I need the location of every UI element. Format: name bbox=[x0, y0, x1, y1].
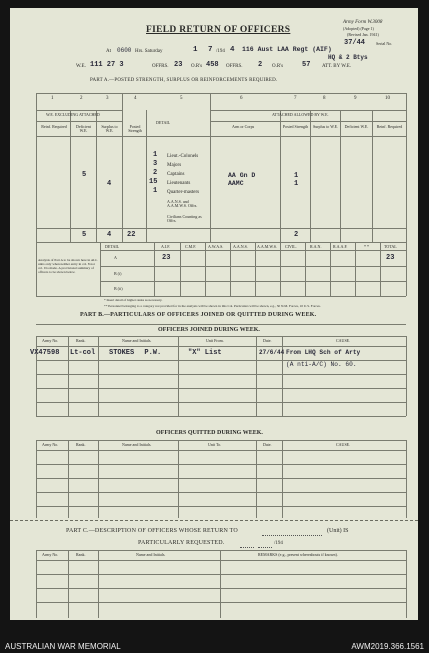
date-day: 1 bbox=[193, 46, 198, 54]
part-c-col-header: Rank. bbox=[76, 552, 86, 557]
posted-strength-value: 1 bbox=[153, 187, 158, 195]
part-c-title: PART C.—DESCRIPTION OF OFFICERS WHOSE RETURN TO bbox=[66, 528, 238, 534]
ors2-label: O.R's bbox=[272, 64, 284, 69]
col-number: 6 bbox=[240, 96, 243, 101]
attached-label: ATT. BY W.E. bbox=[322, 64, 352, 69]
analysis-header: TOTAL bbox=[384, 244, 397, 249]
footnote-1: * Insert detail of higher ranks as necessary. bbox=[104, 298, 163, 302]
part-c-requested: PARTICULARLY REQUESTED. bbox=[138, 540, 225, 546]
arm-corps-value: AA Gn D bbox=[228, 172, 256, 179]
rank-label: Lieutenants bbox=[167, 181, 191, 186]
rank-label: Quarter-masters bbox=[167, 190, 200, 195]
deficient-value: 5 bbox=[82, 171, 87, 179]
sub-header: Posted Strength bbox=[128, 124, 142, 133]
col-number: 8 bbox=[323, 96, 326, 101]
right-group-header: ATTACHED ALLOWED BY W.E. bbox=[272, 112, 329, 117]
analysis-header: A.I.F. bbox=[161, 244, 171, 249]
quitted-col-header: Unit To. bbox=[208, 442, 222, 447]
joined-title: OFFICERS JOINED DURING WEEK. bbox=[158, 327, 260, 333]
attached-posted-value: 1 bbox=[294, 172, 299, 180]
quitted-col-header: Rank. bbox=[76, 442, 86, 447]
col-number: 1 bbox=[51, 96, 54, 101]
serial-number-label: Serial No. bbox=[376, 41, 393, 46]
arm-corps-value: AAMC bbox=[228, 180, 244, 187]
sub-header: Surplus to W.E. bbox=[101, 124, 118, 133]
offrs2-label: OFFRS. bbox=[226, 64, 243, 69]
hours-value: 0600 bbox=[117, 47, 132, 54]
joined-army-no: VX47598 bbox=[30, 349, 60, 357]
posted-strength-value: 1 bbox=[153, 151, 158, 159]
joined-col-header: Rank. bbox=[76, 338, 86, 343]
total-deficient: 5 bbox=[82, 231, 87, 239]
analysis-row-label: B (i) bbox=[114, 271, 122, 276]
joined-col-header: Army No. bbox=[42, 338, 59, 343]
joined-name: STOKES P.W. bbox=[109, 349, 162, 357]
offrs2-value: 2 bbox=[258, 61, 263, 69]
sub-header: Deficient W.E. bbox=[344, 124, 369, 129]
part-c-col-header: Army No. bbox=[42, 552, 59, 557]
col-number: 5 bbox=[180, 96, 183, 101]
analysis-header: CIVIL. bbox=[285, 244, 297, 249]
analysis-header: R.A.N. bbox=[310, 244, 322, 249]
form-revised: (Revised Jan. 1941) bbox=[347, 32, 379, 37]
ors-label: O.R's bbox=[191, 64, 203, 69]
joined-col-header: Unit From. bbox=[206, 338, 224, 343]
attached-posted-value: 1 bbox=[294, 180, 299, 188]
col-number: 7 bbox=[294, 96, 297, 101]
rank-label: Lieut.-Colonels bbox=[167, 154, 199, 159]
col-number: 3 bbox=[106, 96, 109, 101]
joined-rank: Lt-col bbox=[70, 349, 96, 357]
offrs-label: OFFRS. bbox=[152, 64, 169, 69]
analysis-aif-value: 23 bbox=[162, 254, 171, 262]
posted-strength-value: 15 bbox=[149, 178, 158, 186]
ors-value: 458 bbox=[206, 61, 219, 69]
left-group-header: W.E. EXCLUDING ATTACHED bbox=[46, 112, 100, 117]
rank-label: Majors bbox=[167, 163, 182, 168]
we-label: W.E. bbox=[76, 64, 86, 69]
joined-col-header: Name and Initials. bbox=[122, 338, 152, 343]
analysis-header: C.M.F. bbox=[185, 244, 197, 249]
serial-number-value: 37/44 bbox=[344, 39, 366, 47]
detail-header: DETAIL bbox=[156, 120, 171, 125]
quitted-col-header: Date. bbox=[263, 442, 272, 447]
sub-header: Arm or Corps bbox=[232, 124, 255, 129]
form-number: Army Form W.3008 bbox=[343, 20, 383, 25]
surplus-value: 4 bbox=[107, 180, 112, 188]
sub-header: Posted Strength bbox=[282, 124, 309, 129]
date-year: 4 bbox=[230, 46, 235, 54]
quitted-col-header: Army No. bbox=[42, 442, 59, 447]
analysis-header: DETAIL bbox=[105, 244, 120, 249]
joined-cause-line2: (A nti-A/C) No. 60. bbox=[286, 361, 357, 368]
unit-value-line2: HQ & 2 Btys bbox=[328, 54, 368, 61]
analysis-header: A.A.M.W.S. bbox=[257, 244, 277, 249]
quitted-col-header: Name and Initials. bbox=[122, 442, 152, 447]
col-number: 4 bbox=[134, 96, 137, 101]
sub-header: Deficient W.E. bbox=[76, 124, 91, 133]
part-a-title: PART A.—POSTED STRENGTH, SURPLUS OR REINFORCEMENTS REQUIRED. bbox=[90, 78, 278, 83]
joined-col-header: CAUSE. bbox=[336, 338, 351, 343]
form-adopted: (Adopted) (Page 1) bbox=[343, 26, 374, 31]
analysis-row-label: B (ii) bbox=[114, 286, 123, 291]
analysis-header: * * bbox=[364, 244, 369, 249]
total-attached-posted: 2 bbox=[294, 231, 299, 239]
total-posted: 22 bbox=[127, 231, 136, 239]
analysis-total-value: 23 bbox=[386, 254, 395, 262]
analysis-note: Analysis of Part A to be shown here in ALL units only when neither entry in col. 8 nor col. 9 is made. A provisional summary of officers to be shown below. bbox=[38, 258, 98, 275]
joined-col-header: Date. bbox=[263, 338, 272, 343]
form-title: FIELD RETURN OF OFFICERS bbox=[146, 25, 291, 35]
footnote-2: ** Personnel belonging to a category not provided for in the analysis will be shown in this Col. Particulars will be shown, e.g., 50 N.M. Forces, 10 U.S. Forces. bbox=[104, 304, 321, 308]
rank-label: Captains bbox=[167, 172, 185, 177]
quitted-title: OFFICERS QUITTED DURING WEEK. bbox=[156, 430, 263, 436]
sub-header: Reinf. Required bbox=[376, 124, 403, 129]
part-c-unit-is: (Unit) IS bbox=[327, 528, 349, 534]
date-year-prefix: /194 bbox=[216, 49, 225, 54]
analysis-header: A.A.N.S. bbox=[233, 244, 248, 249]
part-b-title: PART B.—PARTICULARS OF OFFICERS JOINED OR QUITTED DURING WEEK. bbox=[80, 312, 317, 318]
part-c-date-blank: /194 bbox=[274, 541, 283, 546]
analysis-row-label: A bbox=[114, 255, 117, 260]
we-value: 111 27 3 bbox=[90, 61, 124, 69]
analysis-header: A.W.A.S. bbox=[208, 244, 224, 249]
perforation-line bbox=[10, 520, 418, 521]
quitted-col-header: CAUSE. bbox=[336, 442, 351, 447]
unit-value: 116 Aust LAA Regt (AIF) bbox=[242, 46, 332, 53]
part-c-col-header: REMARKS (e.g., present whereabouts if known). bbox=[258, 552, 338, 557]
archive-caption-bar bbox=[0, 620, 429, 653]
analysis-header: R.A.A.F. bbox=[333, 244, 348, 249]
ors2-value: 57 bbox=[302, 61, 311, 69]
posted-strength-value: 2 bbox=[153, 169, 158, 177]
archive-name: AUSTRALIAN WAR MEMORIAL bbox=[5, 642, 121, 651]
col-number: 9 bbox=[354, 96, 357, 101]
col-number: 2 bbox=[80, 96, 83, 101]
rank-label: Civilians Counting as Offrs. bbox=[167, 214, 202, 223]
joined-cause-line1: From LHQ Sch of Arty bbox=[286, 349, 361, 356]
rank-label: A.A.N.S. and A.A.M.W.S. Offrs. bbox=[167, 199, 198, 208]
at-label: At bbox=[106, 49, 111, 54]
hours-label: Hrs. Saturday bbox=[135, 49, 163, 54]
col-number: 10 bbox=[385, 96, 390, 101]
archive-reference: AWM2019.366.1561 bbox=[351, 642, 424, 651]
joined-date: 27/6/44 bbox=[259, 349, 285, 356]
sub-header: Surplus to W.E. bbox=[312, 124, 339, 129]
joined-unit-from: "X" List bbox=[188, 349, 222, 357]
total-surplus: 4 bbox=[107, 231, 112, 239]
posted-strength-value: 3 bbox=[153, 160, 158, 168]
part-c-col-header: Name and Initials. bbox=[136, 552, 166, 557]
form-page bbox=[10, 8, 418, 620]
offrs-value: 23 bbox=[174, 61, 183, 69]
sub-header: Reinf. Required bbox=[41, 124, 67, 129]
date-month: 7 bbox=[208, 46, 213, 54]
